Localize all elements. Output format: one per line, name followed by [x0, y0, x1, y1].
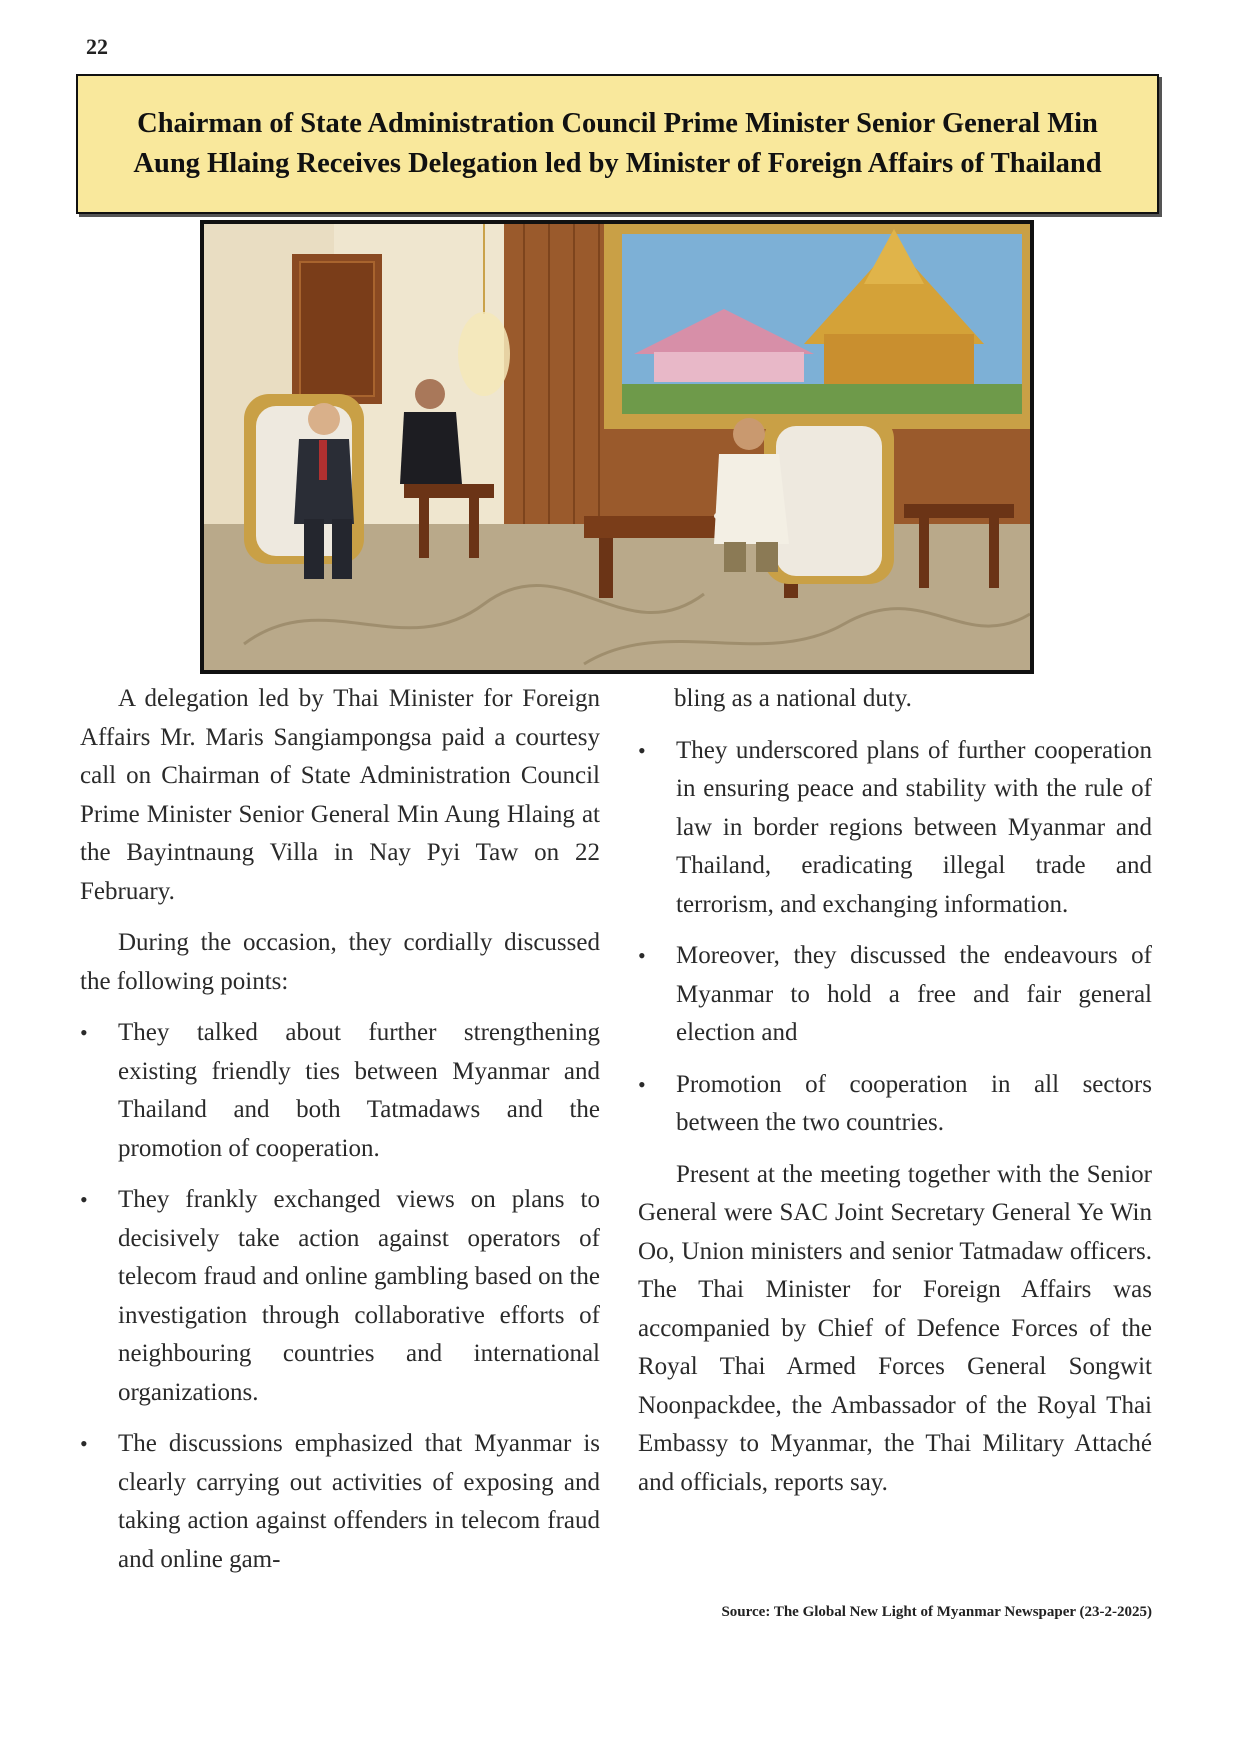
list-item: • Moreover, they discussed the endeavours of Myanmar to hold a free and fair general election and	[638, 937, 1152, 1053]
list-item: • They underscored plans of further cooperation in ensuring peace and stability with the rule of law in border regions between Myanmar and Thailand, eradicating illegal trade and terrorism, and exchanging information.	[638, 732, 1152, 925]
list-item: • The discussions emphasized that Myanmar is clearly carrying out activities of exposing and taking action against offenders in telecom fraud and online gam-	[80, 1425, 600, 1579]
right-column	[638, 680, 1152, 1515]
article-title: Chairman of State Administration Council Prime Minister Senior General Min Aung Hlaing Receives Delegation led by Minister of Foreign Affairs of Thailand	[133, 108, 1102, 179]
meeting-photo-illustration	[204, 224, 1030, 670]
list-item: • They frankly exchanged views on plans to decisively take action against operators of telecom fraud and online gambling based on the investigation through collaborative efforts of neighbouring countries and international organizations.	[80, 1181, 600, 1412]
title-box	[76, 74, 1159, 214]
left-column	[80, 680, 600, 1592]
meeting-photo	[200, 220, 1034, 674]
discussion-points-left	[80, 1014, 600, 1579]
continuation-text: bling as a national duty.	[674, 685, 912, 712]
list-item: • They talked about further strengthening existing friendly ties between Myanmar and Thailand and both Tatmadaws and the promotion of cooperation.	[80, 1014, 600, 1168]
closing-paragraph: Present at the meeting together with the Senior General were SAC Joint Secretary General Ye Win Oo, Union ministers and senior Tatmadaw officers. The Thai Minister for Foreign Affairs was accompanied by Chief of Defence Forces of the Royal Thai Armed Forces General Songwit Noonpackdee, the Ambassador of the Royal Thai Embassy to Myanmar, the Thai Military Attaché and officials, reports say.	[638, 1160, 1152, 1496]
occasion-paragraph: During the occasion, they cordially discussed the following points:	[80, 929, 600, 995]
discussion-points-right	[638, 732, 1152, 1143]
page-number: 22	[86, 34, 108, 59]
source-citation: Source: The Global New Light of Myanmar Newspaper (23-2-2025)	[721, 1604, 1152, 1620]
list-item: • Promotion of cooperation in all sectors between the two countries.	[638, 1066, 1152, 1143]
intro-paragraph: A delegation led by Thai Minister for Foreign Affairs Mr. Maris Sangiampongsa paid a courtesy call on Chairman of State Administration Council Prime Minister Senior General Min Aung Hlaing at the Bayintnaung Villa in Nay Pyi Taw on 22 February.	[80, 685, 600, 905]
